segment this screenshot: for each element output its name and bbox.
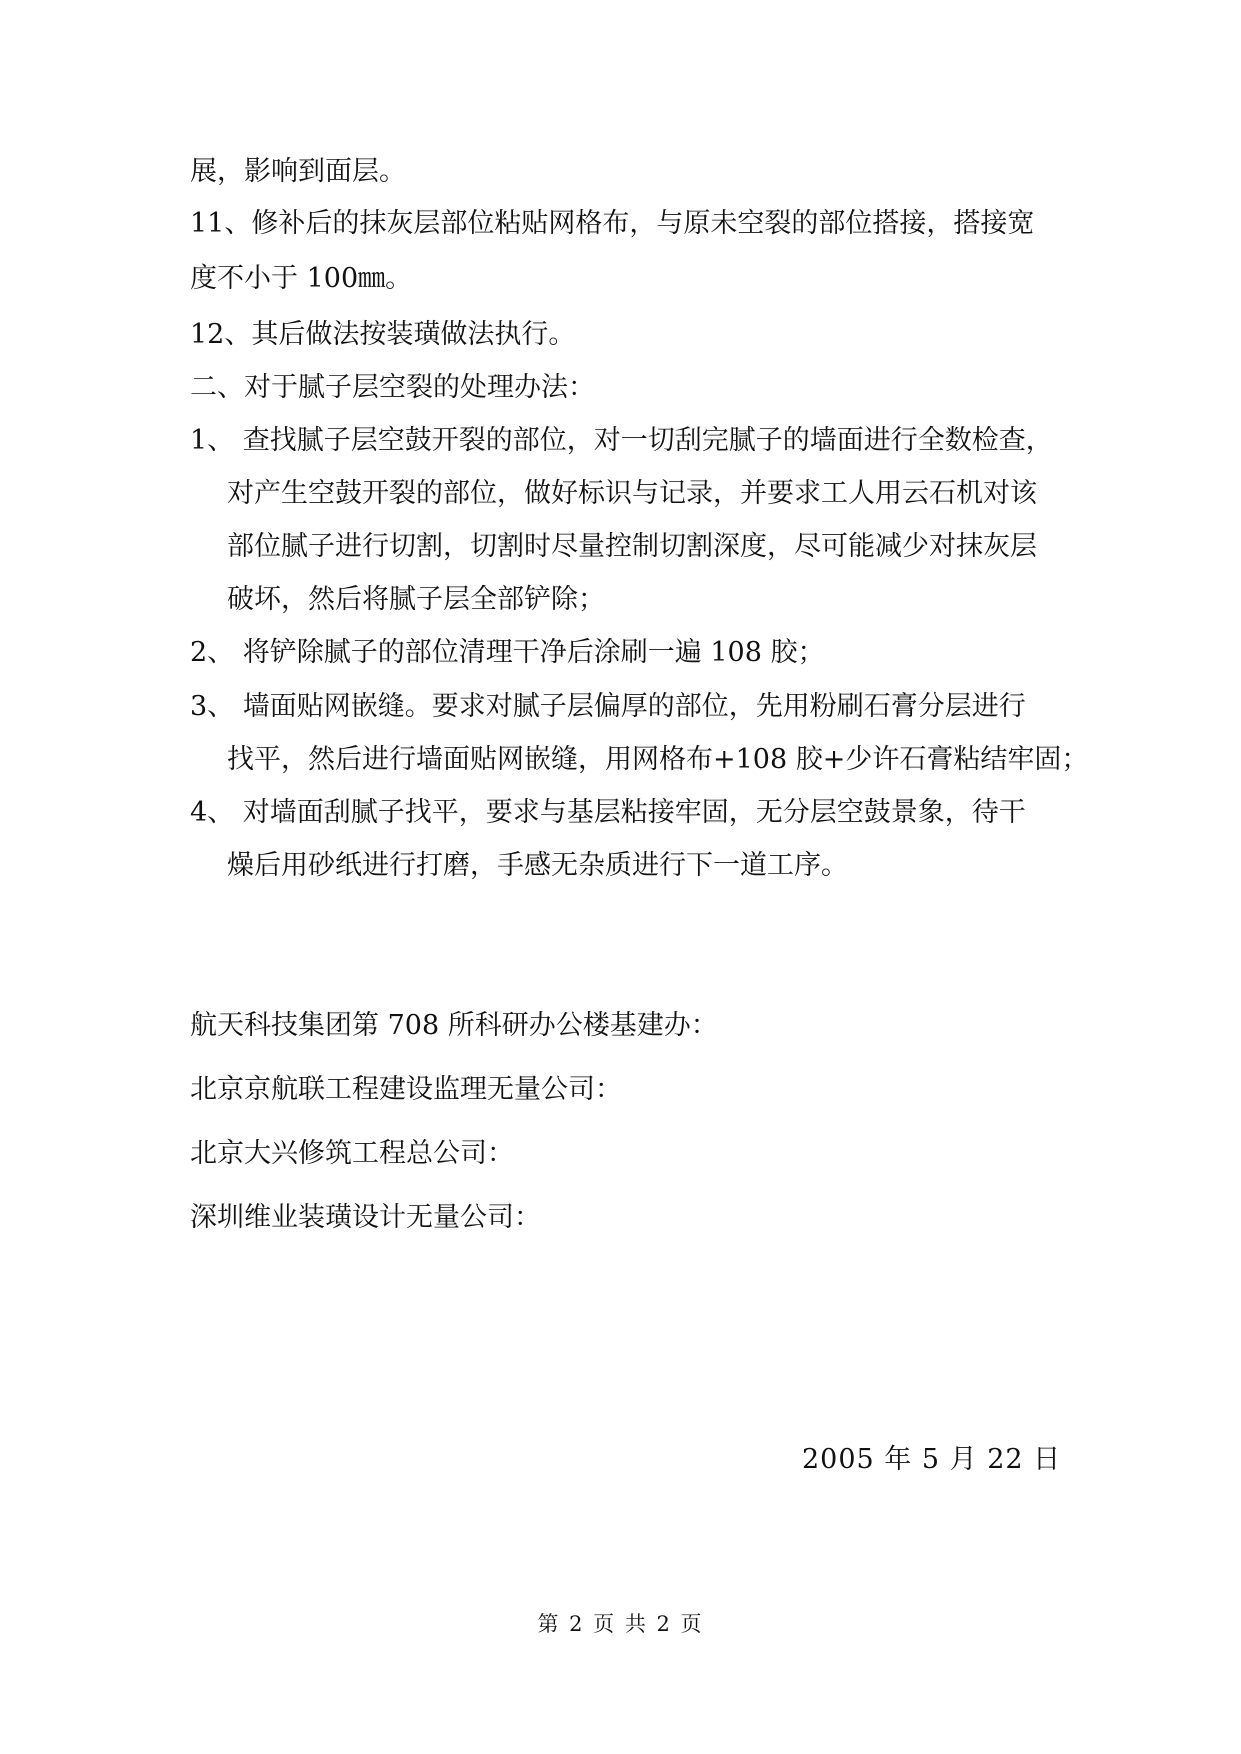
list-item-4-cont: 燥后用砂纸进行打磨，手感无杂质进行下一道工序。 [227, 850, 848, 881]
signatory-line: 深圳维业装璜设计无量公司： [190, 1202, 541, 1233]
signatory-line: 航天科技集团第 708 所科研办公楼基建办： [190, 1010, 718, 1041]
paragraph-line: 12、其后做法按装璜做法执行。 [190, 319, 576, 350]
list-item-1-cont: 破坏，然后将腻子层全部铲除； [227, 584, 605, 615]
paragraph-line: 度不小于 100㎜。 [190, 263, 413, 294]
list-item-1-cont: 部位腻子进行切割，切割时尽量控制切割深度，尽可能减少对抹灰层 [227, 531, 1037, 562]
list-item-3-cont: 找平，然后进行墙面贴网嵌缝，用网格布+108 胶+少许石膏粘结牢固； [227, 744, 1089, 775]
list-item-4: 4、 对墙面刮腻子找平，要求与基层粘接牢固，无分层空鼓景象，待干 [190, 797, 1026, 828]
list-item-2: 2、 将铲除腻子的部位清理干净后涂刷一遍 108 胶； [190, 637, 825, 668]
paragraph-line: 11、修补后的抹灰层部位粘贴网格布，与原未空裂的部位搭接，搭接宽 [190, 208, 1035, 239]
page-footer: 第 2 页 共 2 页 [537, 1612, 704, 1636]
signatory-line: 北京大兴修筑工程总公司： [190, 1138, 514, 1169]
signatory-line: 北京京航联工程建设监理无量公司： [190, 1074, 622, 1105]
list-item-1-cont: 对产生空鼓开裂的部位，做好标识与记录，并要求工人用云石机对该 [227, 478, 1037, 509]
document-date: 2005 年 5 月 22 日 [802, 1444, 1062, 1475]
list-item-3: 3、 墙面贴网嵌缝。要求对腻子层偏厚的部位，先用粉刷石膏分层进行 [190, 691, 1026, 722]
section-heading: 二、对于腻子层空裂的处理办法： [190, 372, 595, 403]
paragraph-line: 展，影响到面层。 [190, 156, 406, 187]
list-item-1: 1、 查找腻子层空鼓开裂的部位，对一切刮完腻子的墙面进行全数检查， [190, 425, 1053, 456]
